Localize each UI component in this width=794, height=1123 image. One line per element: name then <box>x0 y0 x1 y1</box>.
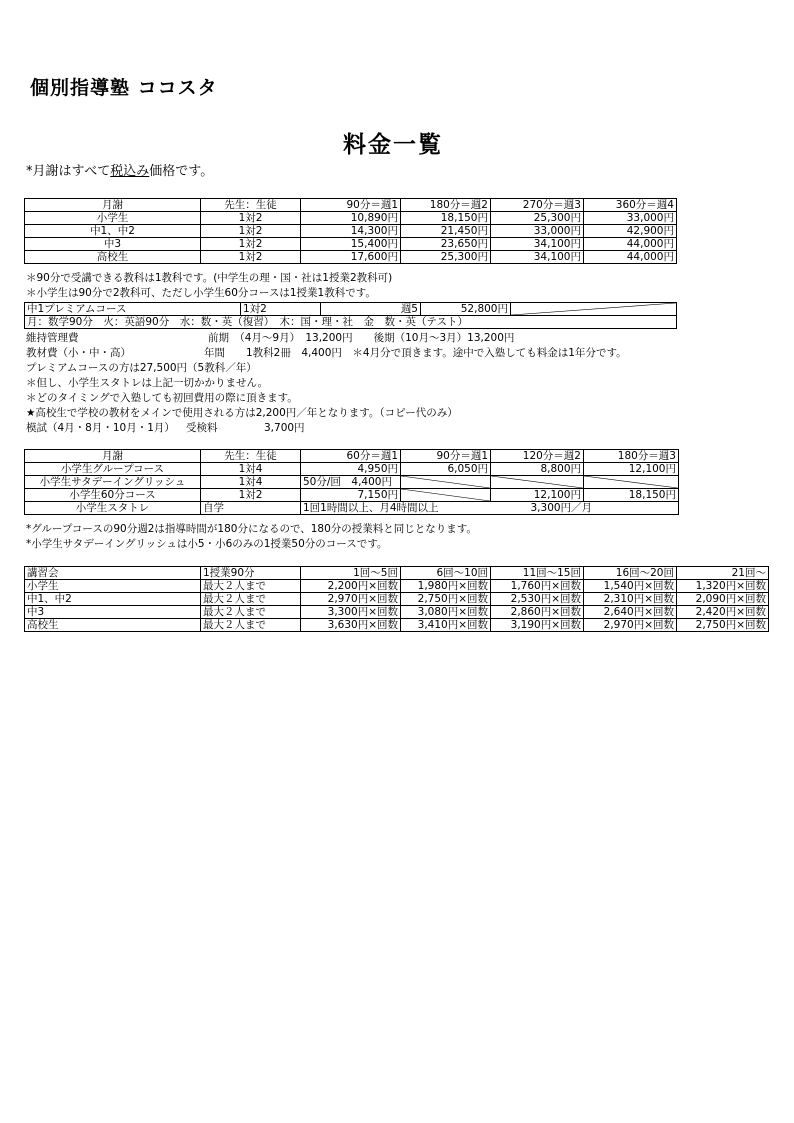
mock-exam-label: 模試（4月・8月・10月・1月） <box>26 422 175 434</box>
table-cell: 中3 <box>25 606 201 619</box>
table-cell: 23,650円 <box>401 238 491 251</box>
table-cell: 2,310円×回数 <box>584 593 677 606</box>
tax-note-underlined: 税込み <box>110 164 150 179</box>
table-header-row <box>25 567 769 580</box>
table-cell: 高校生 <box>25 251 201 264</box>
table-cell: 21,450円 <box>401 225 491 238</box>
header-cell: 1回～5回 <box>301 567 401 580</box>
header-cell: 90分＝週1 <box>401 450 491 463</box>
header-cell: 先生：生徒 <box>201 450 301 463</box>
table-cell: 42,900円 <box>584 225 677 238</box>
table-cell: 1対2 <box>201 489 301 502</box>
table-cell: 1,980円×回数 <box>401 580 491 593</box>
tax-note-suffix: 価格です。 <box>149 164 214 179</box>
table-row <box>25 303 677 316</box>
table-cell: 34,100円 <box>491 238 584 251</box>
table-cell: 小学生 <box>25 580 201 593</box>
table-cell: 25,300円 <box>401 251 491 264</box>
table-row <box>25 476 679 489</box>
table-cell: 2,640円×回数 <box>584 606 677 619</box>
table-cell: 3,300円×回数 <box>301 606 401 619</box>
table-cell: 小学生スタトレ <box>25 502 201 515</box>
note-line: ★高校生で学校の教材をメインで使用される方は2,200円／年となります。（コピー代のみ） <box>26 407 458 419</box>
table-cell: 2,420円×回数 <box>677 606 769 619</box>
header-cell: 270分＝週3 <box>491 199 584 212</box>
table-cell: 50分/回 4,400円 <box>301 476 401 489</box>
header-cell: 講習会 <box>25 567 201 580</box>
table-cell: 3,410円×回数 <box>401 619 491 632</box>
table-cell: 12,100円 <box>584 463 679 476</box>
header-cell: 先生：生徒 <box>201 199 301 212</box>
tax-note-prefix: *月謝はすべて <box>26 164 111 179</box>
table-cell: 1対2 <box>201 238 301 251</box>
empty-diagonal-cell <box>511 303 677 316</box>
monthly-fee-table <box>24 198 677 264</box>
table-cell: 最大２人まで <box>201 606 301 619</box>
premium-course-table <box>24 302 677 329</box>
table-cell: 18,150円 <box>584 489 679 502</box>
table-cell: 自学 <box>201 502 301 515</box>
note-line: *小学生サタデーイングリッシュは小5・小6のみの1授業50分のコースです。 <box>26 538 388 550</box>
table-cell: 1対4 <box>201 476 301 489</box>
premium-freq: 週5 <box>321 303 421 316</box>
table-row <box>25 606 769 619</box>
table-cell: 1,760円×回数 <box>491 580 584 593</box>
maintenance-fee <box>26 332 514 345</box>
table-cell: 33,000円 <box>584 212 677 225</box>
table-row <box>25 593 769 606</box>
table-cell: 7,150円 <box>301 489 401 502</box>
table-cell: 2,200円×回数 <box>301 580 401 593</box>
header-cell: 90分＝週1 <box>301 199 401 212</box>
elementary-course-table <box>24 449 679 515</box>
table-cell: 1対2 <box>201 212 301 225</box>
table-cell: 2,860円×回数 <box>491 606 584 619</box>
table-cell: 1対2 <box>201 225 301 238</box>
table-row <box>25 316 677 329</box>
header-cell: 月謝 <box>25 450 201 463</box>
table-cell: 1対2 <box>201 251 301 264</box>
table-header-row <box>25 199 677 212</box>
table-cell: 15,400円 <box>301 238 401 251</box>
table-cell: 中3 <box>25 238 201 251</box>
note-line: *グループコースの90分週2は指導時間が180分になるので、180分の授業料と同じとなります。 <box>26 523 477 535</box>
header-cell: 360分＝週4 <box>584 199 677 212</box>
table-cell: 3,300円／月 <box>491 502 679 515</box>
table-cell: 12,100円 <box>491 489 584 502</box>
table-cell: 1,320円×回数 <box>677 580 769 593</box>
header-cell: 21回～ <box>677 567 769 580</box>
empty-diagonal-cell <box>491 476 584 489</box>
mock-exam <box>26 422 305 435</box>
premium-ratio: 1対2 <box>241 303 321 316</box>
school-name: 個別指導塾 ココスタ <box>30 77 218 99</box>
note-line: ＊小学生は90分で2教科可、ただし小学生60分コースは1授業1教科です。 <box>26 287 376 299</box>
mock-exam-fee: 3,700円 <box>264 422 305 434</box>
header-cell: 120分＝週2 <box>491 450 584 463</box>
table-cell: 小学生グループコース <box>25 463 201 476</box>
note-line: ＊但し、小学生スタトレは上記一切かかりません。 <box>26 377 269 389</box>
table-cell: 中1、中2 <box>25 593 201 606</box>
table-cell: 2,530円×回数 <box>491 593 584 606</box>
table-cell: 1,540円×回数 <box>584 580 677 593</box>
materials-text: 年間 1教科2冊 4,400円 ＊4月分で頂きます。途中で入塾しても料金は1年分です。 <box>204 347 627 359</box>
table-cell: 高校生 <box>25 619 201 632</box>
table-cell: 中1、中2 <box>25 225 201 238</box>
table-cell: 1回1時間以上、月4時間以上 <box>301 502 491 515</box>
table-cell: 2,970円×回数 <box>301 593 401 606</box>
table-cell: 14,300円 <box>301 225 401 238</box>
premium-name: 中1プレミアムコース <box>25 303 241 316</box>
premium-schedule: 月：数学90分 火：英語90分 水：数・英（復習） 木：国・理・社 金 数・英（テスト） <box>25 316 677 329</box>
empty-diagonal-cell <box>584 476 679 489</box>
table-cell: 4,950円 <box>301 463 401 476</box>
table-cell: 33,000円 <box>491 225 584 238</box>
table-row <box>25 225 677 238</box>
table-row <box>25 502 679 515</box>
tax-note <box>26 160 213 179</box>
table-row <box>25 212 677 225</box>
table-cell: 44,000円 <box>584 251 677 264</box>
table-cell: 2,750円×回数 <box>677 619 769 632</box>
maintenance-label: 維持管理費 <box>26 332 79 344</box>
table-cell: 最大２人まで <box>201 593 301 606</box>
header-cell: 11回～15回 <box>491 567 584 580</box>
table-cell: 小学生 <box>25 212 201 225</box>
empty-diagonal-cell <box>401 489 491 502</box>
note-line: ＊90分で受講できる教科は1教科です。(中学生の理・国・社は1授業2教科可) <box>26 272 393 284</box>
table-cell: 44,000円 <box>584 238 677 251</box>
page-title: 料金一覧 <box>343 131 443 158</box>
header-cell: 60分＝週1 <box>301 450 401 463</box>
table-cell: 25,300円 <box>491 212 584 225</box>
table-row <box>25 489 679 502</box>
table-cell: 10,890円 <box>301 212 401 225</box>
table-row <box>25 580 769 593</box>
note-line: プレミアムコースの方は27,500円（5教科／年） <box>26 362 257 374</box>
table-row <box>25 238 677 251</box>
empty-diagonal-cell <box>401 476 491 489</box>
table-cell: 小学生60分コース <box>25 489 201 502</box>
table-cell: 18,150円 <box>401 212 491 225</box>
materials-fee <box>26 347 627 360</box>
materials-label: 教材費（小・中・高） <box>26 347 131 359</box>
table-row <box>25 251 677 264</box>
table-row <box>25 463 679 476</box>
header-cell: 6回～10回 <box>401 567 491 580</box>
table-cell: 1対4 <box>201 463 301 476</box>
table-cell: 2,090円×回数 <box>677 593 769 606</box>
table-cell: 3,080円×回数 <box>401 606 491 619</box>
table-cell: 34,100円 <box>491 251 584 264</box>
table-cell: 3,630円×回数 <box>301 619 401 632</box>
header-cell: 180分＝週2 <box>401 199 491 212</box>
table-cell: 6,050円 <box>401 463 491 476</box>
table-cell: 最大２人まで <box>201 580 301 593</box>
table-cell: 17,600円 <box>301 251 401 264</box>
table-cell: 2,750円×回数 <box>401 593 491 606</box>
header-cell: 16回～20回 <box>584 567 677 580</box>
note-line: ＊どのタイミングで入塾しても初回費用の際に頂きます。 <box>26 392 298 404</box>
mock-exam-fee-label: 受検料 <box>186 422 218 434</box>
table-row <box>25 619 769 632</box>
header-cell: 1授業90分 <box>201 567 301 580</box>
table-cell: 8,800円 <box>491 463 584 476</box>
table-cell: 2,970円×回数 <box>584 619 677 632</box>
header-cell: 月謝 <box>25 199 201 212</box>
table-cell: 最大２人まで <box>201 619 301 632</box>
premium-price: 52,800円 <box>421 303 511 316</box>
table-header-row <box>25 450 679 463</box>
maintenance-text: 前期 （4月～9月） 13,200円 後期（10月～3月）13,200円 <box>208 332 515 344</box>
header-cell: 180分＝週3 <box>584 450 679 463</box>
table-cell: 3,190円×回数 <box>491 619 584 632</box>
seasonal-course-table <box>24 566 769 632</box>
table-cell: 小学生サタデーイングリッシュ <box>25 476 201 489</box>
